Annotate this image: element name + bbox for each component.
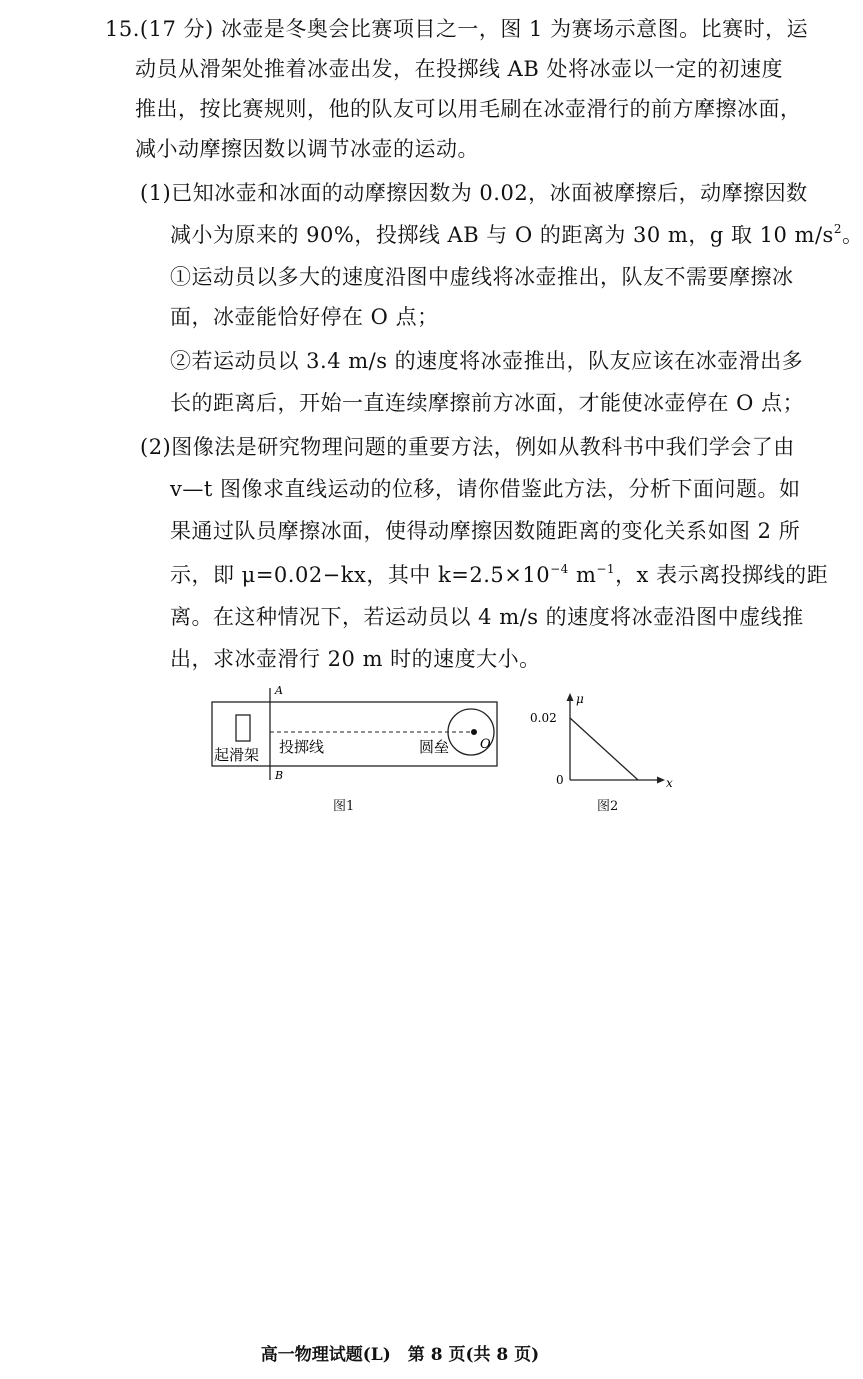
question-line-1: 15.(17 分) 冰壶是冬奥会比赛项目之一，图 1 为赛场示意图。比赛时，运 bbox=[105, 17, 809, 41]
part1-line-1: (1)已知冰壶和冰面的动摩擦因数为 0.02，冰面被摩擦后，动摩擦因数 bbox=[140, 181, 808, 205]
label-b: B bbox=[275, 769, 284, 782]
label-throwing-line: 投掷线 bbox=[279, 738, 325, 756]
part1-line-2 bbox=[170, 220, 863, 250]
question-line-3: 推出，按比赛规则，他的队友可以用毛刷在冰壶滑行的前方摩擦冰面， bbox=[135, 97, 802, 121]
part2-line-2: v—t 图像求直线运动的位移，请你借鉴此方法，分析下面问题。如 bbox=[170, 477, 801, 501]
label-mu: μ bbox=[576, 692, 584, 706]
x-axis-arrow bbox=[657, 777, 665, 784]
question-line-2: 动员从滑架处推着冰壶出发，在投掷线 AB 处将冰壶以一定的初速度 bbox=[135, 57, 783, 81]
label-x: x bbox=[666, 776, 673, 790]
part2-line-1: (2)图像法是研究物理问题的重要方法，例如从教科书中我们学会了由 bbox=[140, 435, 795, 459]
point-o bbox=[471, 729, 477, 735]
part2-line-6: 出，求冰壶滑行 20 m 时的速度大小。 bbox=[170, 647, 541, 671]
part2-line-4 bbox=[170, 560, 828, 590]
sub1-line-2: 面，冰壶能恰好停在 O 点； bbox=[170, 305, 439, 329]
part2-line-4-end: ，x 表示离投掷线的距 bbox=[615, 563, 829, 587]
label-origin: 0 bbox=[556, 773, 564, 787]
label-house: 圆垒 bbox=[419, 738, 450, 756]
label-o: O bbox=[480, 737, 491, 752]
part2-line-4-unit: m bbox=[568, 563, 597, 587]
sub2-line-2: 长的距离后，开始一直连续摩擦前方冰面，才能使冰壶停在 O 点； bbox=[170, 391, 805, 415]
figure-1-diagram bbox=[200, 682, 510, 807]
page-footer: 高一物理试题(L) 第 8 页(共 8 页) bbox=[260, 1345, 540, 1365]
part2-line-5: 离。在这种情况下，若运动员以 4 m/s 的速度将冰壶沿图中虚线推 bbox=[170, 605, 804, 629]
label-y-value: 0.02 bbox=[530, 711, 557, 725]
label-a: A bbox=[275, 684, 283, 697]
figure-1-caption: 图1 bbox=[333, 799, 355, 814]
part2-line-3: 果通过队员摩擦冰面，使得动摩擦因数随距离的变化关系如图 2 所 bbox=[170, 519, 801, 543]
figure-2-caption: 图2 bbox=[597, 799, 619, 814]
part2-line-4-sup2: −1 bbox=[596, 562, 616, 576]
sub1-line-1: ①运动员以多大的速度沿图中虚线将冰壶推出，队友不需要摩擦冰 bbox=[170, 265, 794, 289]
part1-line-2-end: 。 bbox=[841, 223, 863, 247]
question-line-4: 减小动摩擦因数以调节冰壶的运动。 bbox=[135, 137, 479, 161]
part1-line-2-sup: 2 bbox=[833, 222, 842, 236]
part2-line-4-sup1: −4 bbox=[550, 562, 569, 576]
slider-block bbox=[236, 715, 250, 741]
figure-2-graph bbox=[520, 690, 680, 800]
mu-line bbox=[570, 718, 638, 780]
sub2-line-1: ②若运动员以 3.4 m/s 的速度将冰壶推出，队友应该在冰壶滑出多 bbox=[170, 349, 804, 373]
part1-line-2-text: 减小为原来的 90%，投掷线 AB 与 O 的距离为 30 m，g 取 10 m/s bbox=[170, 223, 834, 247]
y-axis-arrow bbox=[567, 693, 574, 701]
label-slide: 起滑架 bbox=[214, 746, 260, 764]
part2-line-4-text: 示，即 μ=0.02−kx，其中 k=2.5×10 bbox=[170, 563, 551, 587]
